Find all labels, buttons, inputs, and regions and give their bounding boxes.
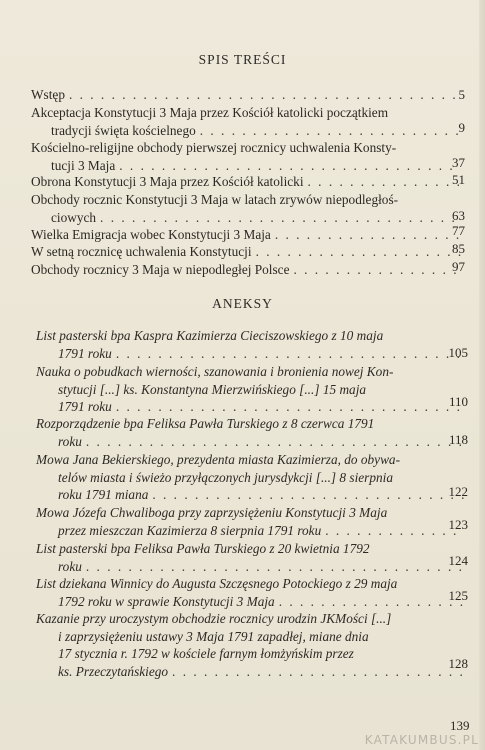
toc-entry-line: Kościelno-religijne obchody pierwszej rocznicy uchwalenia Konsty-	[31, 140, 397, 155]
annex-entry-page: 110	[448, 394, 468, 409]
toc-entry-page: 85	[452, 241, 465, 256]
annex-entry-line: Kazanie przy uroczystym obchodzie rocznicy urodzin JKMości [...]	[36, 611, 392, 626]
toc-entry-line: tucji 3 Maja	[51, 157, 116, 173]
page-edge	[479, 0, 485, 750]
annex-entry-page: 123	[448, 517, 468, 532]
toc-entry-page: 63	[452, 208, 465, 223]
watermark: KATAKUMBUS.PL	[364, 733, 479, 747]
annex-entry-page: 118	[448, 432, 468, 447]
toc-entry-page: 37	[452, 155, 465, 170]
annex-entry-line: Mowa Józefa Chwaliboga przy zaprzysiężeniu Konstytucji 3 Maja	[36, 505, 388, 520]
annex-entry	[36, 540, 468, 575]
toc-entry-line: ciowych	[51, 209, 97, 225]
toc-entry-line: tradycji święta kościelnego	[51, 122, 196, 138]
toc-entry-page: 97	[452, 259, 465, 274]
annex-entry-line: Mowa Jana Bekierskiego, prezydenta miasta Kazimierza, do obywa-	[36, 452, 401, 467]
toc-entry-line: Obrona Konstytucji 3 Maja przez Kościół katolicki	[31, 174, 304, 189]
annex-entry	[36, 504, 468, 539]
toc-entry-line: Akceptacja Konstytucji 3 Maja przez Kościół katolicki początkiem	[31, 105, 389, 120]
toc-entry-page: 9	[458, 120, 465, 135]
toc-entry-page: 77	[452, 223, 465, 238]
toc-title: SPIS TREŚCI	[198, 52, 287, 67]
page-number: 139	[450, 718, 470, 733]
annex-entry-page: 122	[448, 484, 468, 499]
toc-entry-line: W setną rocznicę uchwalenia Konstytucji	[31, 244, 252, 259]
annex-entry-line: roku 1791 miana	[58, 487, 149, 502]
annex-entry	[36, 610, 468, 680]
toc-entry-line: Obchody rocznicy 3 Maja w niepodległej Polsce	[31, 262, 290, 277]
annex-entry-line: 1791 roku	[58, 399, 112, 414]
annex-entry-line: roku	[58, 558, 82, 574]
annex-entry-line: i zaprzysiężeniu ustawy 3 Maja 1791 zapadłej, miane dnia	[58, 628, 369, 644]
annex-entry-line: List dziekana Winnicy do Augusta Szczęsnego Potockiego z 29 maja	[36, 576, 398, 591]
toc-entry	[31, 191, 465, 226]
annex-entry-line: roku	[58, 433, 82, 449]
toc-entry-line: Obchody rocznic Konstytucji 3 Maja w latach zrywów niepodległoś-	[31, 192, 399, 207]
toc-entry	[31, 86, 465, 104]
annex-entry	[36, 451, 468, 504]
annex-entry	[36, 415, 468, 450]
toc-entry	[31, 261, 465, 279]
annex-entry-line: 1791 roku	[58, 345, 112, 361]
annex-entry-line: List pasterski bpa Kaspra Kazimierza Cieciszowskiego z 10 maja	[36, 328, 384, 343]
toc-entry-page: 51	[452, 172, 465, 187]
annex-entry-line: stytucji [...] ks. Konstantyna Mierzwińskiego [...] 15 maja	[58, 381, 367, 397]
toc-entry-page: 5	[458, 87, 465, 102]
annex-entry-line: 17 stycznia r. 1792 w kościele farnym łomżyńskim przez	[58, 646, 354, 661]
annex-entry	[36, 327, 468, 362]
annex-entry-line: List pasterski bpa Feliksa Pawła Turskiego z 20 kwietnia 1792	[36, 541, 370, 556]
annex-entry-page: 128	[448, 656, 468, 671]
toc-entry	[31, 223, 465, 244]
toc-entry	[31, 243, 465, 261]
annex-title: ANEKSY	[212, 296, 273, 311]
annex-entry-line: ks. Przeczytańskiego	[58, 663, 169, 679]
annex-entry-page: 105	[448, 345, 468, 360]
toc-entry	[31, 173, 465, 191]
annex-entry-line: 1792 roku w sprawie Konstytucji 3 Maja	[58, 593, 275, 609]
annex-entry	[36, 363, 468, 416]
toc-entry	[31, 139, 465, 174]
annex-entry-page: 124	[448, 553, 468, 568]
toc-entry-line: Wstęp	[31, 87, 65, 102]
annex-entry-line: przez mieszczan Kazimierza 8 sierpnia 1791 roku	[58, 522, 322, 538]
annex-entry-line: Nauka o pobudkach wierności, szanowania i bronienia nowej Kon-	[36, 364, 394, 379]
annex-entry-line: Rozporządzenie bpa Feliksa Pawła Turskiego z 8 czerwca 1791	[36, 416, 375, 431]
annex-entry	[36, 575, 468, 610]
annex-entry-page: 125	[448, 588, 468, 603]
annex-entry-line: telów miasta i świeżo przyłączonych jurysdykcji [...] 8 sierpnia	[58, 469, 393, 485]
toc-entry	[31, 104, 465, 139]
toc-entry-line: Wielka Emigracja wobec Konstytucji 3 Maja	[31, 227, 271, 242]
